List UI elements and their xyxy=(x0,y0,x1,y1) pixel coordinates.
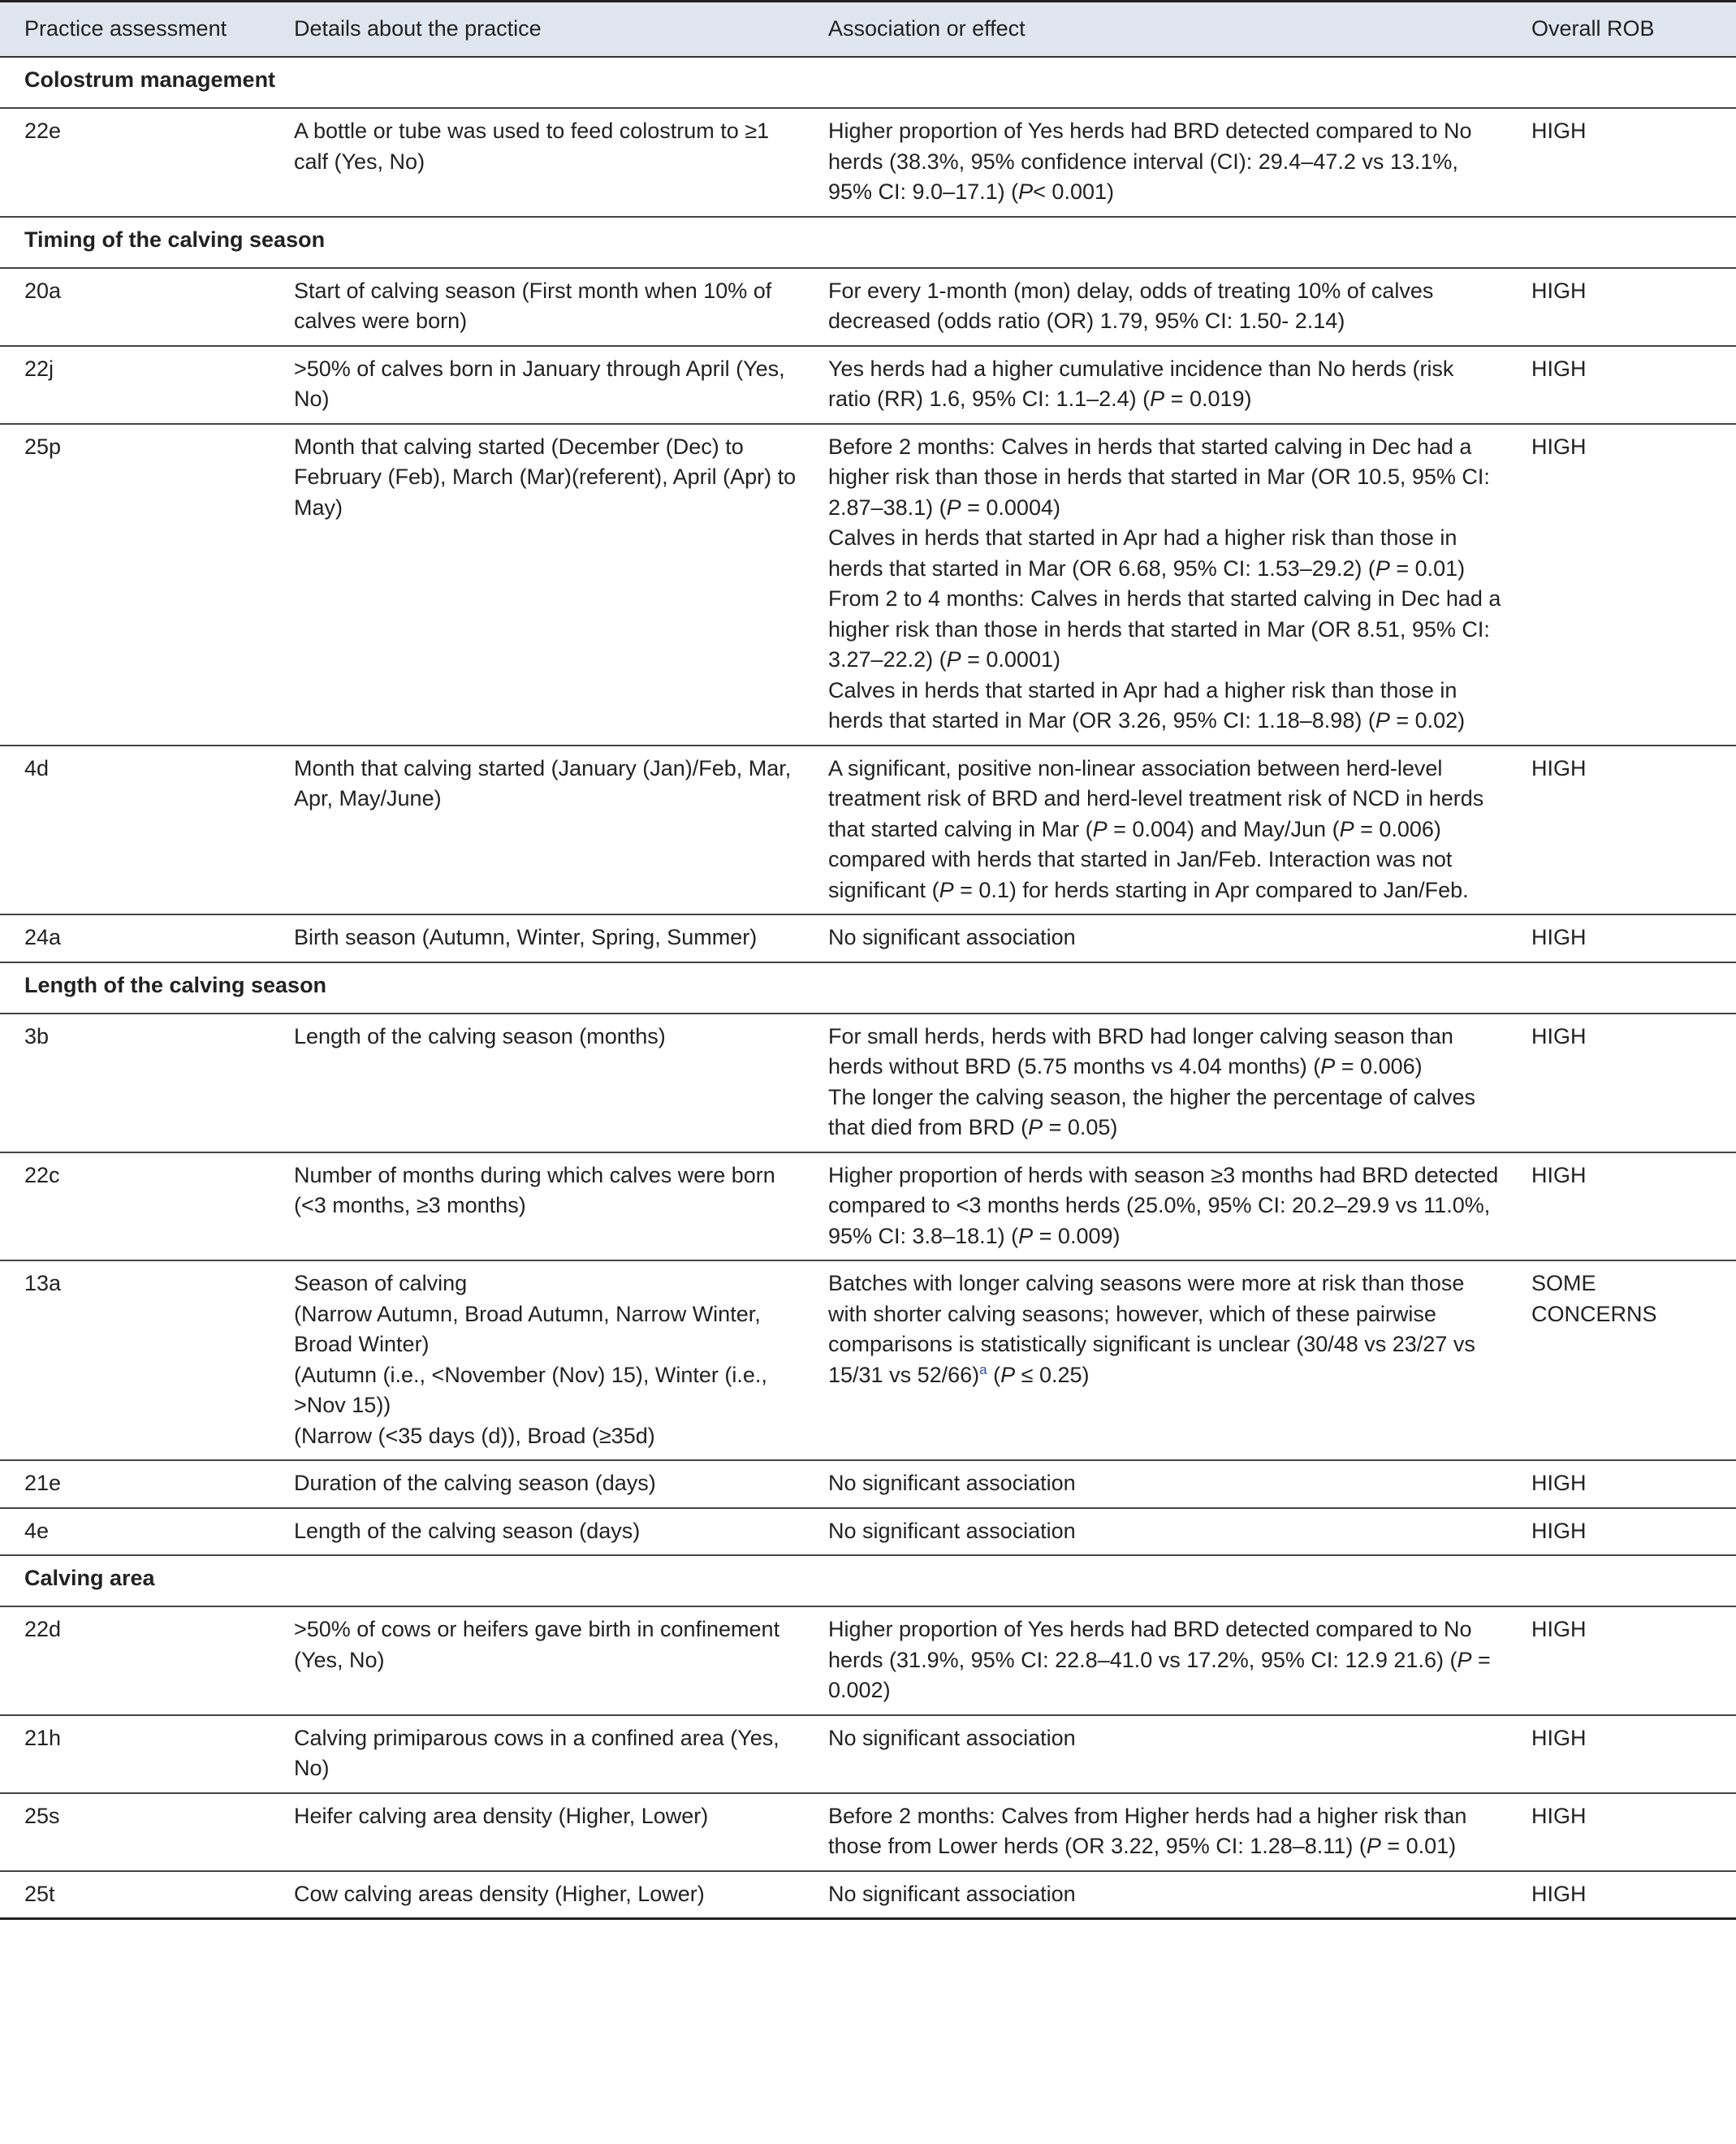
effect-text: Higher proportion of Yes herds had BRD detected compared to No herds (38.3%, 95% confidence interval (CI): 29.4–47.2 vs 13.1%, 95% CI: 9.0–17.1) (P< 0.001) xyxy=(828,119,1472,204)
details-cell xyxy=(279,108,814,217)
details-cell xyxy=(279,1260,814,1460)
effect-cell xyxy=(814,1460,1517,1508)
effect-cell xyxy=(814,346,1517,424)
practice-id-cell: 22e xyxy=(0,108,279,217)
practice-id-cell: 25t xyxy=(0,1871,279,1919)
table-row xyxy=(0,108,1736,217)
practice-id-cell: 22j xyxy=(0,346,279,424)
rob-cell: HIGH xyxy=(1517,1460,1736,1508)
rob-cell: HIGH xyxy=(1517,346,1736,424)
practice-id-cell: 20a xyxy=(0,268,279,346)
effect-text: Before 2 months: Calves in herds that started calving in Dec had a higher risk than those in herds that started in Mar (OR 10.5, 95% CI: 2.87–38.1) (P = 0.0004) xyxy=(828,434,1490,520)
effect-text: No significant association xyxy=(828,925,1076,949)
effect-text: No significant association xyxy=(828,1725,1076,1750)
rob-cell: SOME CONCERNS xyxy=(1517,1260,1736,1460)
practice-id-cell: 22d xyxy=(0,1606,279,1715)
practice-id-cell: 25s xyxy=(0,1793,279,1871)
effect-text: Calves in herds that started in Apr had a higher risk than those in herds that started in Mar (OR 3.26, 95% CI: 1.18–8.98) (P = 0.02) xyxy=(828,677,1466,733)
section-row xyxy=(0,962,1736,1014)
rob-cell: HIGH xyxy=(1517,108,1736,217)
effect-text: From 2 to 4 months: Calves in herds that started calving in Dec had a higher risk than those in herds that started in Mar (OR 8.51, 95% CI: 3.27–22.2) (P = 0.0001) xyxy=(828,586,1501,672)
effect-text-tail: (P ≤ 0.25) xyxy=(987,1362,1090,1387)
effect-text: No significant association xyxy=(828,1471,1076,1495)
rob-cell: HIGH xyxy=(1517,268,1736,346)
effect-cell xyxy=(814,1871,1517,1919)
rob-cell: HIGH xyxy=(1517,1606,1736,1715)
details-text: Heifer calving area density (Higher, Lower) xyxy=(294,1803,709,1828)
details-cell xyxy=(279,1152,814,1261)
practice-id-cell: 13a xyxy=(0,1260,279,1460)
effect-text: Yes herds had a higher cumulative incidence than No herds (risk ratio (RR) 1.6, 95% CI: 1.1–2.4) (P = 0.019) xyxy=(828,356,1454,411)
effect-text: For every 1-month (mon) delay, odds of treating 10% of calves decreased (odds ratio (OR) 1.79, 95% CI: 1.50- 2.14) xyxy=(828,278,1434,333)
details-cell xyxy=(279,424,814,746)
effect-text: For small herds, herds with BRD had longer calving season than herds without BRD (5.75 months vs 4.04 months) (P = 0.006) xyxy=(828,1023,1453,1078)
details-cell xyxy=(279,1793,814,1871)
section-row xyxy=(0,1555,1736,1606)
details-text: Birth season (Autumn, Winter, Spring, Summer) xyxy=(294,925,758,949)
column-header-overall-rob: Overall ROB xyxy=(1517,2,1736,58)
effect-cell xyxy=(814,1260,1517,1460)
effect-cell xyxy=(814,108,1517,217)
details-cell xyxy=(279,746,814,915)
rob-cell: HIGH xyxy=(1517,424,1736,746)
details-text: >50% of calves born in January through April (Yes, No) xyxy=(294,356,785,411)
details-text: Duration of the calving season (days) xyxy=(294,1471,656,1495)
table-row xyxy=(0,1152,1736,1261)
details-cell xyxy=(279,1508,814,1556)
table-row xyxy=(0,1260,1736,1460)
section-heading: Timing of the calving season xyxy=(0,217,1736,268)
details-cell xyxy=(279,1606,814,1715)
practice-id-cell: 4e xyxy=(0,1508,279,1556)
practice-id-cell: 24a xyxy=(0,914,279,962)
effect-cell xyxy=(814,1014,1517,1152)
rob-cell: HIGH xyxy=(1517,1152,1736,1261)
details-text: (Autumn (i.e., <November (Nov) 15), Winter (i.e., >Nov 15)) xyxy=(294,1362,767,1417)
details-text: Cow calving areas density (Higher, Lower) xyxy=(294,1881,705,1906)
column-header-practice-assessment: Practice assessment xyxy=(0,2,279,58)
column-header-association: Association or effect xyxy=(814,2,1517,58)
practice-id-cell: 22c xyxy=(0,1152,279,1261)
details-text: Month that calving started (January (Jan)/Feb, Mar, Apr, May/June) xyxy=(294,755,792,810)
table-header xyxy=(0,2,1736,58)
effect-text-main: Batches with longer calving seasons were more at risk than those with shorter calving seasons; however, which of these pairwise comparisons is statistically significant is unclear (30/48 vs 23/27 vs 15/31 vs 52/66) xyxy=(828,1271,1475,1387)
table-body xyxy=(0,57,1736,1919)
rob-cell: HIGH xyxy=(1517,746,1736,915)
table-row xyxy=(0,346,1736,424)
section-row xyxy=(0,217,1736,268)
practice-id-cell: 21e xyxy=(0,1460,279,1508)
details-cell xyxy=(279,1014,814,1152)
details-text: (Narrow (<35 days (d)), Broad (≥35d) xyxy=(294,1423,655,1448)
rob-cell: HIGH xyxy=(1517,1871,1736,1919)
details-text: Number of months during which calves were born (<3 months, ≥3 months) xyxy=(294,1162,775,1217)
details-cell xyxy=(279,1715,814,1793)
table-row xyxy=(0,268,1736,346)
details-text: Start of calving season (First month when 10% of calves were born) xyxy=(294,278,772,333)
effect-cell xyxy=(814,914,1517,962)
effect-text: The longer the calving season, the higher the percentage of calves that died from BRD (P = 0.05) xyxy=(828,1084,1476,1139)
table-row xyxy=(0,1508,1736,1556)
effect-text: Calves in herds that started in Apr had a higher risk than those in herds that started in Mar (OR 6.68, 95% CI: 1.53–29.2) (P = 0.01) xyxy=(828,525,1466,581)
table-row xyxy=(0,1715,1736,1793)
table-row xyxy=(0,1871,1736,1919)
details-text: Length of the calving season (months) xyxy=(294,1023,666,1048)
effect-text xyxy=(828,1269,1502,1390)
table-row xyxy=(0,1606,1736,1715)
column-header-details: Details about the practice xyxy=(279,2,814,58)
details-cell xyxy=(279,1871,814,1919)
details-text: Calving primiparous cows in a confined area (Yes, No) xyxy=(294,1725,779,1780)
rob-cell: HIGH xyxy=(1517,914,1736,962)
details-text: Season of calving xyxy=(294,1271,468,1295)
practice-id-cell: 4d xyxy=(0,746,279,915)
details-cell xyxy=(279,346,814,424)
effect-cell xyxy=(814,268,1517,346)
practice-id-cell: 3b xyxy=(0,1014,279,1152)
header-row xyxy=(0,2,1736,58)
section-heading: Calving area xyxy=(0,1555,1736,1606)
details-text: (Narrow Autumn, Broad Autumn, Narrow Winter, Broad Winter) xyxy=(294,1301,761,1356)
rob-cell: HIGH xyxy=(1517,1014,1736,1152)
section-row xyxy=(0,57,1736,108)
effect-cell xyxy=(814,1715,1517,1793)
effect-text: A significant, positive non-linear association between herd-level treatment risk of BRD and herd-level treatment risk of NCD in herds that started calving in Mar (P = 0.004) and May/Jun (P = 0.006) compared with herds that started in Jan/Feb. Interaction was not significant (P = 0.1) for herds starting in Apr compared to Jan/Feb. xyxy=(828,755,1484,902)
section-heading: Length of the calving season xyxy=(0,962,1736,1014)
details-text: Month that calving started (December (Dec) to February (Feb), March (Mar)(referent), April (Apr) to May) xyxy=(294,434,797,520)
effect-cell xyxy=(814,1508,1517,1556)
table-row xyxy=(0,1014,1736,1152)
details-cell xyxy=(279,268,814,346)
rob-cell: HIGH xyxy=(1517,1793,1736,1871)
details-cell xyxy=(279,914,814,962)
effect-text: No significant association xyxy=(828,1881,1076,1906)
table-row xyxy=(0,1793,1736,1871)
effect-text: Higher proportion of Yes herds had BRD detected compared to No herds (31.9%, 95% CI: 22.8–41.0 vs 17.2%, 95% CI: 12.9 21.6) (P = 0.002) xyxy=(828,1617,1491,1702)
details-cell xyxy=(279,1460,814,1508)
practice-id-cell: 21h xyxy=(0,1715,279,1793)
details-text: Length of the calving season (days) xyxy=(294,1518,641,1543)
effect-cell xyxy=(814,1606,1517,1715)
effect-cell xyxy=(814,1793,1517,1871)
details-text: A bottle or tube was used to feed colostrum to ≥1 calf (Yes, No) xyxy=(294,119,770,174)
rob-cell: HIGH xyxy=(1517,1508,1736,1556)
table-row xyxy=(0,914,1736,962)
table-row xyxy=(0,746,1736,915)
effect-text: Before 2 months: Calves from Higher herds had a higher risk than those from Lower herds (OR 3.22, 95% CI: 1.28–8.11) (P = 0.01) xyxy=(828,1803,1467,1858)
effect-cell xyxy=(814,1152,1517,1261)
effect-cell xyxy=(814,746,1517,915)
table-row xyxy=(0,424,1736,746)
practice-id-cell: 25p xyxy=(0,424,279,746)
effect-text: No significant association xyxy=(828,1518,1076,1543)
footnote-marker[interactable]: a xyxy=(979,1361,987,1377)
effect-cell xyxy=(814,424,1517,746)
table-row xyxy=(0,1460,1736,1508)
details-text: >50% of cows or heifers gave birth in confinement (Yes, No) xyxy=(294,1617,780,1672)
effect-text: Higher proportion of herds with season ≥3 months had BRD detected compared to <3 months herds (25.0%, 95% CI: 20.2–29.9 vs 11.0%, 95% CI: 3.8–18.1) (P = 0.009) xyxy=(828,1162,1499,1248)
section-heading: Colostrum management xyxy=(0,57,1736,108)
rob-cell: HIGH xyxy=(1517,1715,1736,1793)
